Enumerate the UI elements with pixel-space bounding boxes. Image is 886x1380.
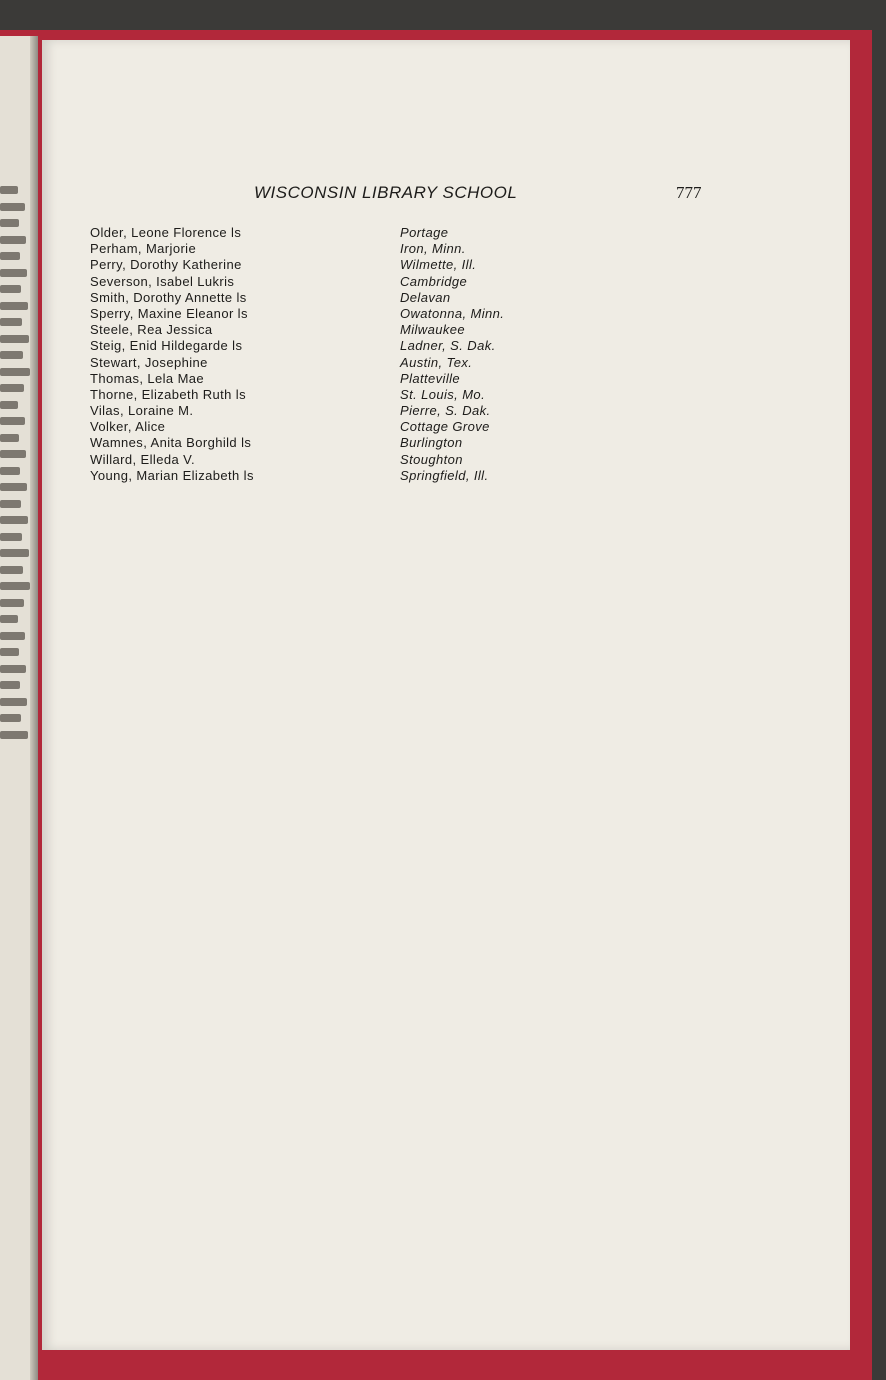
list-item (90, 306, 730, 322)
hometown: Iron, Minn. (400, 241, 466, 257)
student-name: Volker, Alice (90, 419, 166, 435)
edge-text-fragment (0, 302, 28, 310)
list-item (90, 274, 730, 290)
running-title: WISCONSIN LIBRARY SCHOOL (254, 183, 518, 202)
previous-page-edge (0, 36, 38, 1380)
edge-text-fragment (0, 450, 26, 458)
hometown: Burlington (400, 435, 463, 451)
hometown: Austin, Tex. (400, 354, 473, 370)
student-name: Vilas, Loraine M. (90, 403, 194, 419)
edge-text-fragment (0, 203, 25, 211)
edge-text-fragment (0, 731, 28, 739)
hometown: Springfield, Ill. (400, 467, 489, 483)
edge-text-fragment (0, 285, 21, 293)
edge-text-fragment (0, 582, 30, 590)
student-name: Wamnes, Anita Borghild ls (90, 435, 252, 451)
edge-text-fragment (0, 417, 25, 425)
hometown: Pierre, S. Dak. (400, 403, 491, 419)
list-item (90, 257, 730, 273)
edge-text-fragment (0, 434, 19, 442)
edge-text-fragment (0, 632, 25, 640)
list-item (90, 468, 730, 484)
student-name: Young, Marian Elizabeth ls (90, 467, 254, 483)
edge-text-fragment (0, 648, 19, 656)
edge-text-fragment (0, 269, 27, 277)
student-name: Older, Leone Florence ls (90, 225, 242, 240)
list-item (90, 290, 730, 306)
hometown: Platteville (400, 370, 461, 386)
edge-text-fragment (0, 533, 22, 541)
edge-text-fragment (0, 566, 23, 574)
edge-text-fragment (0, 714, 21, 722)
student-name: Willard, Elleda V. (90, 451, 195, 467)
edge-text-fragment (0, 368, 30, 376)
hometown: Delavan (400, 289, 451, 305)
edge-text-fragment (0, 186, 18, 194)
page-gutter-shadow (30, 36, 38, 1380)
list-item (90, 241, 730, 257)
hometown: Wilmette, Ill. (400, 257, 477, 273)
student-name: Steig, Enid Hildegarde ls (90, 338, 243, 354)
edge-text-fragment (0, 681, 20, 689)
edge-text-fragment (0, 351, 23, 359)
edge-text-fragment (0, 219, 19, 227)
student-list (90, 225, 730, 484)
edge-text-fragment (0, 698, 27, 706)
student-name: Perry, Dorothy Katherine (90, 257, 242, 273)
student-name: Thomas, Lela Mae (90, 370, 205, 386)
edge-text-fragment (0, 467, 20, 475)
list-item (90, 338, 730, 354)
edge-text-fragment (0, 599, 24, 607)
student-name: Steele, Rea Jessica (90, 322, 213, 338)
list-item (90, 452, 730, 468)
list-item (90, 387, 730, 403)
hometown: Stoughton (400, 451, 463, 467)
edge-text-fragment (0, 384, 24, 392)
student-name: Sperry, Maxine Eleanor ls (90, 305, 248, 321)
list-item (90, 371, 730, 387)
edge-text-fragment (0, 252, 20, 260)
hometown: Cambridge (400, 273, 468, 289)
hometown: Owatonna, Minn. (400, 305, 505, 321)
list-item (90, 322, 730, 338)
book-page (42, 40, 850, 1350)
page-number: 777 (676, 183, 702, 202)
edge-text-fragment (0, 236, 26, 244)
edge-text-fragment (0, 500, 21, 508)
hometown: Milwaukee (400, 322, 466, 338)
list-item (90, 355, 730, 371)
hometown: St. Louis, Mo. (400, 386, 486, 402)
student-name: Stewart, Josephine (90, 354, 208, 370)
list-item (90, 419, 730, 435)
student-name: Thorne, Elizabeth Ruth ls (90, 386, 246, 402)
edge-text-fragment (0, 665, 26, 673)
student-name: Smith, Dorothy Annette ls (90, 289, 247, 305)
list-item (90, 435, 730, 451)
list-item (90, 403, 730, 419)
list-item (90, 225, 730, 241)
student-name: Perham, Marjorie (90, 241, 197, 257)
edge-text-fragment (0, 516, 28, 524)
edge-text-fragment (0, 318, 22, 326)
student-name: Severson, Isabel Lukris (90, 273, 235, 289)
hometown: Portage (400, 225, 449, 240)
hometown: Ladner, S. Dak. (400, 338, 496, 354)
hometown: Cottage Grove (400, 419, 490, 435)
edge-text-fragment (0, 483, 27, 491)
page-header (42, 183, 850, 207)
edge-text-fragment (0, 401, 18, 409)
edge-text-fragment (0, 615, 18, 623)
edge-text-fragment (0, 335, 29, 343)
edge-text-fragment (0, 549, 29, 557)
